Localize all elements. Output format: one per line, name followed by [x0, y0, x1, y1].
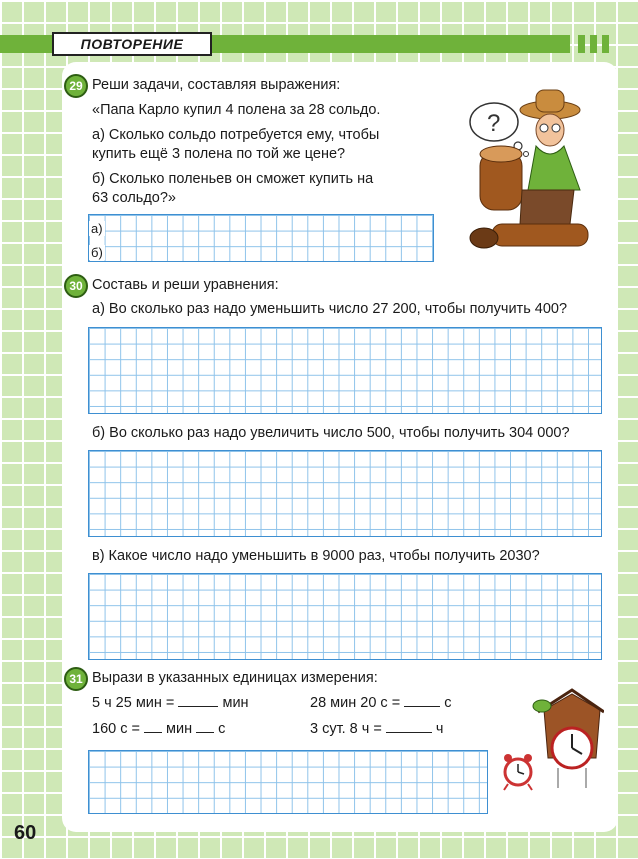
page-number: 60 [14, 822, 37, 844]
header-ticks [578, 35, 614, 58]
answer-blank[interactable] [404, 694, 440, 707]
answer-grid-31[interactable] [88, 750, 488, 814]
cuckoo-clock-icon [533, 690, 604, 788]
answer-blank[interactable] [386, 720, 432, 733]
task30-question-a: а) Во сколько раз надо уменьшить число 27 200, чтобы получить 400? [92, 301, 568, 317]
task-number-29: 29 [64, 74, 88, 98]
grid-label-a: а) [91, 221, 103, 236]
answer-blank[interactable] [144, 720, 162, 733]
task29-line-2: а) Сколько сольдо потребуется ему, чтобы [92, 127, 380, 143]
task-number-31: 31 [64, 667, 88, 691]
grid-label-b: б) [91, 245, 103, 260]
conversion-row-1b: 28 мин 20 с = с [310, 695, 452, 711]
task29-line-5: 63 сольдо?» [92, 190, 176, 206]
conversion-row-1a: 5 ч 25 мин = мин [92, 695, 249, 711]
task-number-30: 30 [64, 274, 88, 298]
task29-title: Реши задачи, составляя выражения: [92, 77, 341, 93]
task31-title: Вырази в указанных единицах измерения: [92, 670, 378, 686]
task30-question-c: в) Какое число надо уменьшить в 9000 раз, чтобы получить 2030? [92, 548, 540, 564]
conversion-row-2b: 3 сут. 8 ч = ч [310, 721, 444, 737]
papa-carlo-illustration [462, 78, 592, 256]
answer-grid-30a[interactable] [88, 327, 602, 414]
answer-blank[interactable] [178, 694, 218, 707]
section-header [0, 32, 638, 56]
task30-title: Составь и реши уравнения: [92, 277, 279, 293]
clocks-illustration [498, 688, 604, 794]
alarm-clock-icon [504, 754, 532, 790]
conversion-row-2a: 160 с = мин с [92, 721, 226, 737]
task29-line-1: «Папа Карло купил 4 полена за 28 сольдо. [92, 102, 381, 118]
task29-line-3: купить ещё 3 полена по той же цене? [92, 146, 346, 162]
task29-line-4: б) Сколько поленьев он сможет купить на [92, 171, 374, 187]
svg-text:?: ? [487, 110, 501, 137]
section-title: ПОВТОРЕНИЕ [52, 32, 212, 56]
task30-question-b: б) Во сколько раз надо увеличить число 500, чтобы получить 304 000? [92, 425, 570, 441]
answer-grid-30b[interactable] [88, 450, 602, 537]
answer-grid-30c[interactable] [88, 573, 602, 660]
answer-grid-29[interactable] [88, 214, 434, 262]
answer-blank[interactable] [196, 720, 214, 733]
